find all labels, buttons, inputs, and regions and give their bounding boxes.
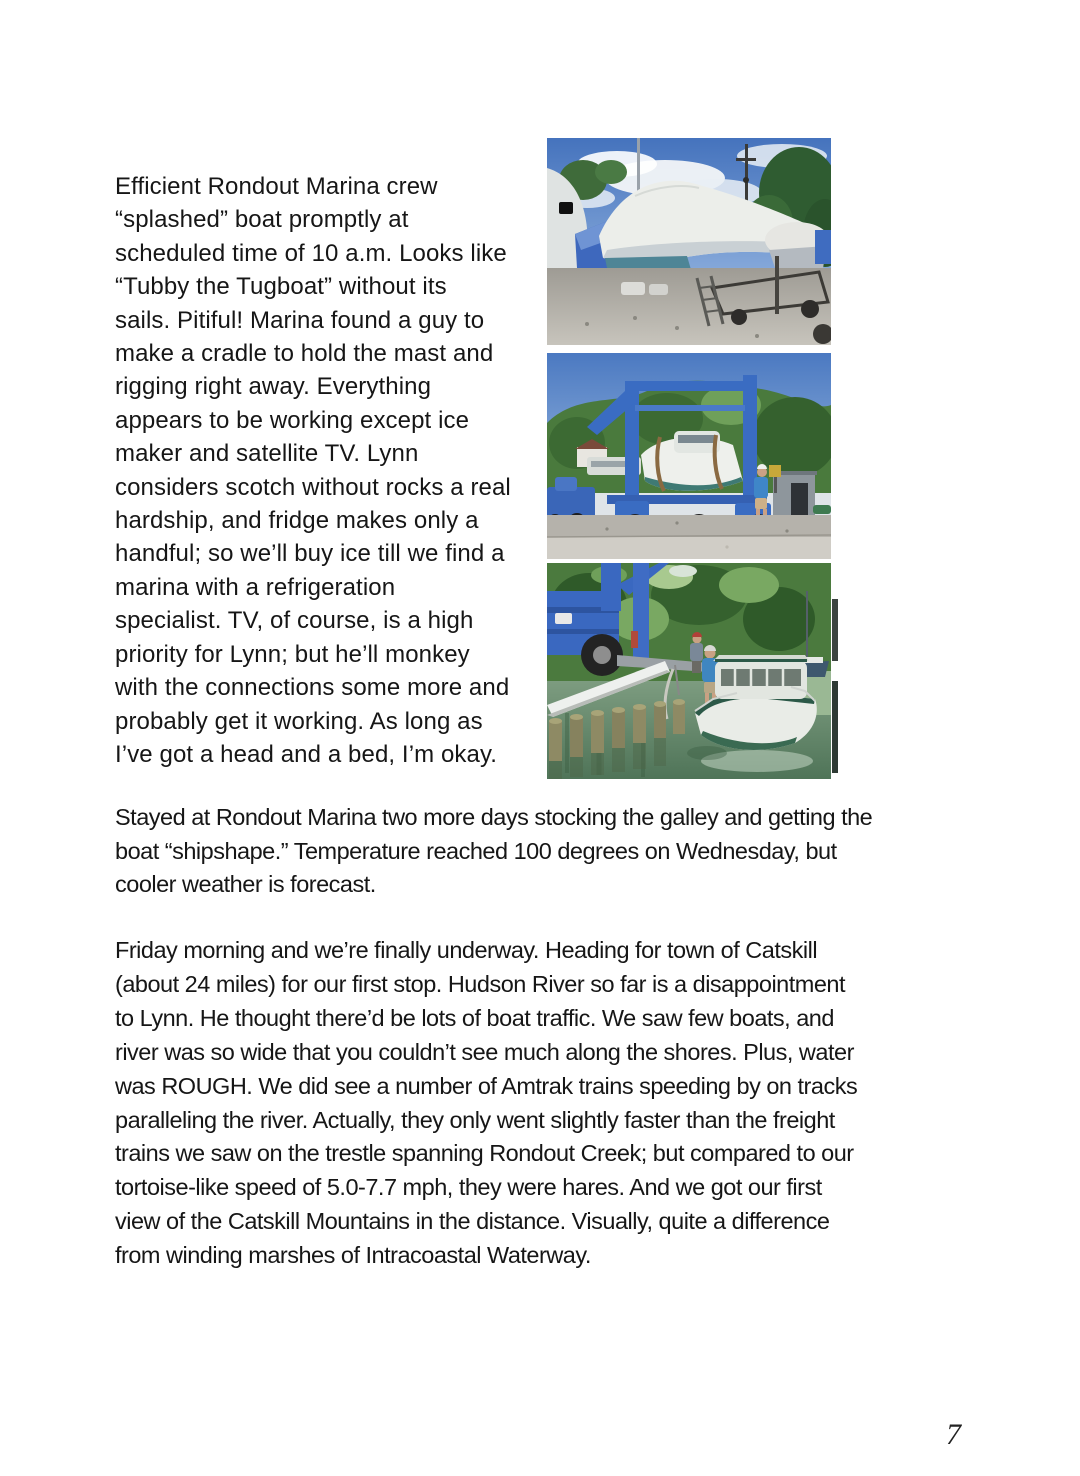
text-line: sails. Pitiful! Marina found a guy to <box>115 306 485 334</box>
text-line: make a cradle to hold the mast and <box>115 340 494 368</box>
text-line: marina with a refrigeration <box>115 573 396 601</box>
travel-lift-illustration <box>547 353 831 559</box>
paragraph-rondout-marina <box>115 170 511 771</box>
text-line: considers scotch without rocks a real <box>115 473 511 501</box>
text-line: handful; so we’ll buy ice till we find a <box>115 540 505 568</box>
paragraph-friday-underway <box>115 934 857 1273</box>
text-line: boat “shipshape.” Temperature reached 100 degrees on Wednesday, but <box>115 837 837 864</box>
text-line: I’ve got a head and a bed, I’m okay. <box>115 740 498 768</box>
text-line: was ROUGH. We did see a number of Amtrak trains speeding by on tracks <box>115 1072 858 1099</box>
text-line: scheduled time of 10 a.m. Looks like <box>115 239 507 267</box>
text-line: (about 24 miles) for our first stop. Hudson River so far is a disappointment <box>115 970 846 997</box>
photo-boat-splashed-in-creek <box>547 563 839 779</box>
text-line: Stayed at Rondout Marina two more days stocking the galley and getting the <box>115 804 873 830</box>
boat-launch-illustration <box>547 563 839 779</box>
text-line: probably get it working. As long as <box>115 707 483 735</box>
text-line: specialist. TV, of course, is a high <box>115 607 474 635</box>
text-line: appears to be working except ice <box>115 406 470 434</box>
text-line: from winding marshes of Intracoastal Waterway. <box>115 1242 591 1269</box>
photo-boatyard-shrinkwrapped-boats <box>547 138 831 345</box>
text-line: cooler weather is forecast. <box>115 871 376 898</box>
text-line: hardship, and fridge makes only a <box>115 507 479 535</box>
paragraph-stayed-at-marina <box>115 801 872 902</box>
text-line: priority for Lynn; but he’ll monkey <box>115 640 470 668</box>
text-line: Efficient Rondout Marina crew <box>115 173 438 200</box>
text-line: rigging right away. Everything <box>115 373 432 401</box>
text-line: with the connections some more and <box>115 674 510 702</box>
page-number: 7 <box>946 1418 961 1451</box>
text-line: “Tubby the Tugboat” without its <box>115 273 447 301</box>
text-line: river was so wide that you couldn’t see much along the shores. Plus, water <box>115 1038 854 1065</box>
photo-travel-lift-carrying-boat <box>547 353 831 559</box>
text-line: tortoise-like speed of 5.0-7.7 mph, they were hares. And we got our first <box>115 1174 822 1201</box>
text-line: trains we saw on the trestle spanning Rondout Creek; but compared to our <box>115 1140 854 1167</box>
boatyard-illustration <box>547 138 831 345</box>
text-line: paralleling the river. Actually, they only went slightly faster than the freight <box>115 1106 835 1133</box>
text-line: view of the Catskill Mountains in the distance. Visually, quite a difference <box>115 1208 830 1235</box>
text-line: maker and satellite TV. Lynn <box>115 440 419 468</box>
text-line: “splashed” boat promptly at <box>115 206 409 234</box>
text-line: Friday morning and we’re finally underway. Heading for town of Catskill <box>115 937 818 963</box>
text-line: to Lynn. He thought there’d be lots of boat traffic. We saw few boats, and <box>115 1004 834 1031</box>
